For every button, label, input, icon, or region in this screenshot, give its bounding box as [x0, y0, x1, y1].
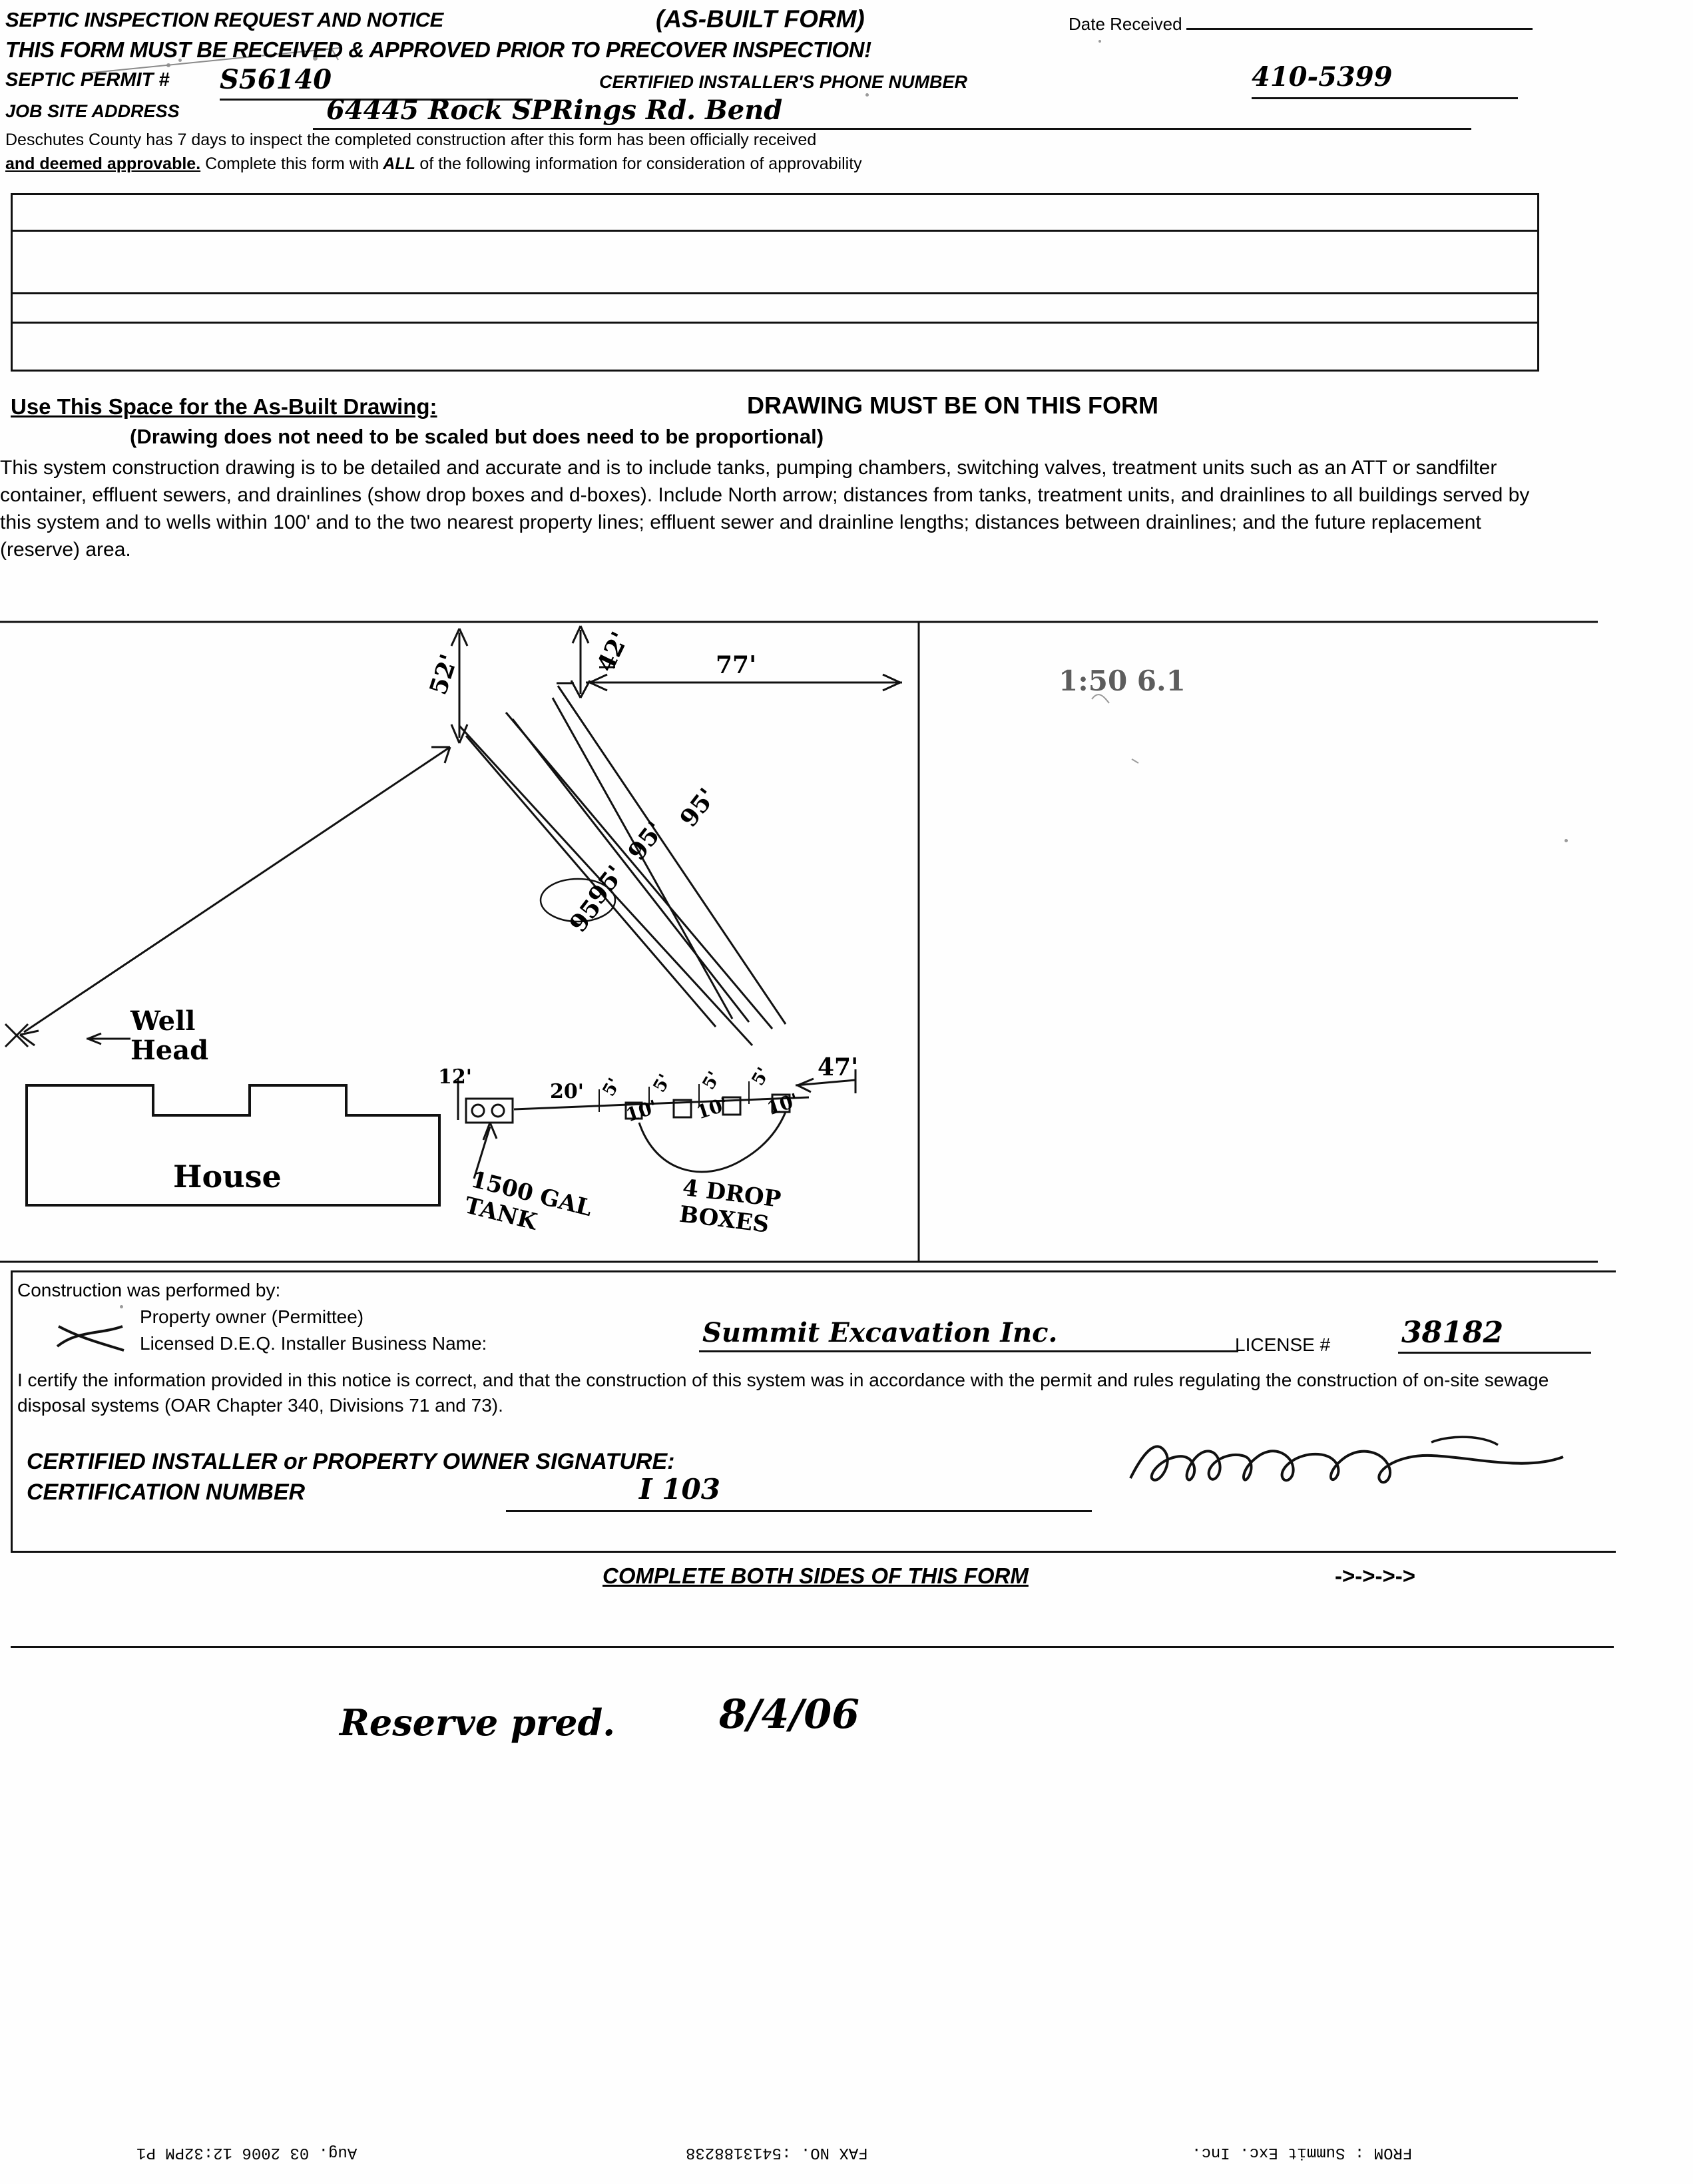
date-received-text: Date Received	[1069, 14, 1182, 34]
dimension-10-a: 10'	[623, 1095, 660, 1127]
septic-permit-label: SEPTIC PERMIT #	[5, 69, 170, 91]
license-number-underline	[1398, 1352, 1591, 1354]
drawing-instructions-body: This system construction drawing is to be detailed and accurate and is to include tanks, pumping chambers, switching valves, treatment units such as an ATT or sandfilter container, effluent sewers, and drainlines (show drop boxes and d-boxes). Include North arrow; distances from tanks, treatment units, and drainlines to all buildings served by this system and to wells within 100' and to the two nearest property lines; effluent sewer and drainline lengths; distances between drainlines; and the future replacement (reserve) area.	[0, 457, 1530, 561]
certify-paragraph: I certify the information provided in this notice is correct, and that the construction of this system was in accordance with the permit and rules regulating the construction of on-site sewage disposal systems (OAR Chapter 340, Divisions 71 and 73).	[17, 1370, 1549, 1416]
dimension-77: 77'	[716, 651, 757, 679]
dimension-5-c: 5'	[698, 1068, 725, 1093]
drop-boxes-label-text: 4 DROP BOXES	[678, 1174, 783, 1238]
complete-both-sides-note: COMPLETE BOTH SIDES OF THIS FORM	[603, 1563, 1029, 1588]
dimension-95-a: 95'	[674, 782, 722, 833]
job-site-underline	[313, 128, 1471, 130]
lower-divider	[11, 1646, 1614, 1648]
reserve-note-value: Reserve pred.	[340, 1701, 616, 1744]
arrows-glyph: ->->->->	[1335, 1563, 1416, 1588]
fax-footer-middle: FAX NO. :5413188238	[686, 2143, 868, 2161]
dimension-5-a: 5'	[599, 1075, 625, 1100]
tank-label-text: 1500 GAL TANK	[461, 1166, 595, 1236]
installer-phone-value: 410-5399	[1252, 61, 1393, 93]
deschutes-county-note: Deschutes County has 7 days to inspect the completed construction after this form has been officially received	[5, 131, 817, 149]
dimension-12: 12'	[438, 1065, 472, 1089]
dimension-95-c: 95'	[583, 860, 630, 910]
signature-mark	[1118, 1432, 1598, 1496]
dimension-5-b: 5'	[649, 1071, 676, 1096]
date-received-label	[1069, 11, 1533, 35]
job-site-address-value: 64445 Rock SPRings Rd. Bend	[326, 95, 783, 126]
signature-label: CERTIFIED INSTALLER or PROPERTY OWNER SIGNATURE:	[27, 1449, 675, 1474]
right-margin-note: 1:50 6.1	[1059, 665, 1186, 697]
form-title: SEPTIC INSPECTION REQUEST AND NOTICE	[5, 8, 444, 31]
property-owner-option[interactable]: Property owner (Permittee)	[140, 1306, 364, 1327]
certification-number-underline	[506, 1510, 1092, 1512]
well-head-label: Well Head	[130, 1005, 209, 1066]
dimension-42: 42'	[591, 627, 634, 677]
must-be-received-notice: THIS FORM MUST BE RECEIVED & APPROVED PRIOR TO PRECOVER INSPECTION!	[5, 37, 871, 62]
licensed-installer-label: Licensed D.E.Q. Installer Business Name:	[140, 1333, 487, 1354]
installer-business-value: Summit Excavation Inc.	[702, 1317, 1058, 1348]
form-header-box	[11, 193, 1539, 372]
deemed-approvable-bold: and deemed approvable.	[5, 154, 201, 173]
installer-phone-underline	[1252, 97, 1518, 99]
deemed-approvable-note	[5, 154, 862, 174]
dimension-10-c: 10'	[764, 1089, 802, 1120]
deemed-rest: Complete this form with	[200, 154, 379, 173]
dimension-10-b: 10'	[694, 1093, 731, 1124]
date-handwritten-value: 8/4/06	[719, 1691, 859, 1738]
fax-footer-right: Aug. 03 2006 12:32PM P1	[136, 2143, 358, 2161]
scan-speckle	[1098, 40, 1101, 43]
drawing-must-be-on-form: DRAWING MUST BE ON THIS FORM	[747, 392, 1158, 419]
use-this-space-heading	[11, 394, 437, 419]
business-name-underline	[699, 1350, 1238, 1352]
scan-speckle	[865, 93, 869, 97]
certification-number-label: CERTIFICATION NUMBER	[27, 1480, 306, 1505]
dimension-20: 20'	[550, 1080, 584, 1103]
construction-performed-by-label: Construction was performed by:	[17, 1280, 281, 1300]
septic-permit-value: S56140	[220, 64, 332, 95]
dimension-52: 52'	[424, 651, 463, 698]
certification-number-value: I 103	[639, 1473, 720, 1505]
dimension-95-b: 95'	[622, 816, 670, 866]
license-number-value: 38182	[1401, 1316, 1504, 1350]
dimension-95-d: 95'	[564, 888, 611, 938]
fax-footer-left: FROM : Summit Exc. Inc.	[1192, 2143, 1413, 2161]
license-number-label: LICENSE #	[1235, 1334, 1331, 1355]
dimension-47: 47'	[818, 1053, 859, 1081]
form-as-built-label: (AS-BUILT FORM)	[656, 5, 865, 33]
installer-phone-label: CERTIFIED INSTALLER'S PHONE NUMBER	[599, 72, 967, 92]
as-built-drawing-area	[0, 619, 1611, 1265]
job-site-address-label: JOB SITE ADDRESS	[5, 101, 180, 121]
drawing-proportional-note: (Drawing does not need to be scaled but does need to be proportional)	[130, 425, 824, 448]
deemed-all: ALL	[379, 154, 420, 173]
deemed-tail: of the following information for consideration of approvability	[419, 154, 862, 173]
house-label: House	[173, 1159, 282, 1195]
checkbox-x-icon[interactable]	[52, 1324, 132, 1358]
dimension-5-d: 5'	[748, 1064, 774, 1089]
use-this-space-text: Use This Space for the As-Built Drawing:	[11, 394, 437, 419]
